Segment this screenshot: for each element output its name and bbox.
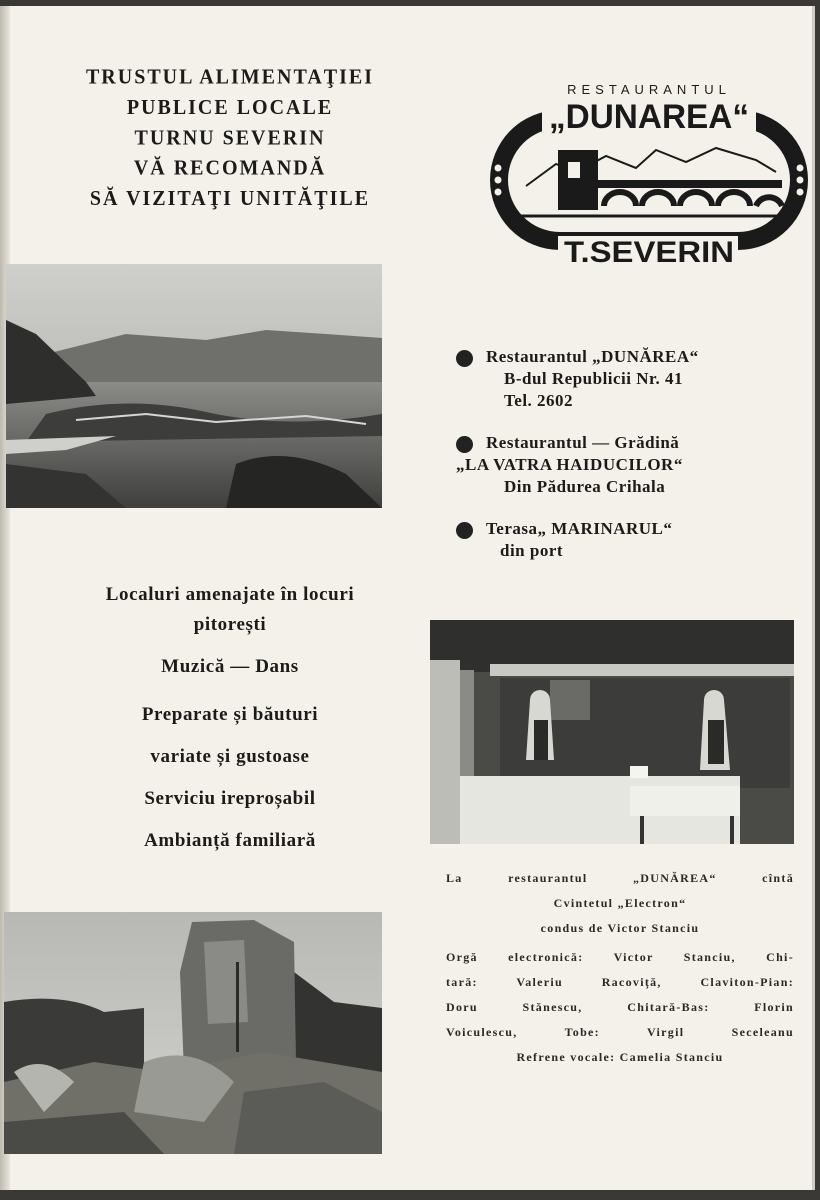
- credit-line: Cvintetul „Electron“: [553, 896, 687, 910]
- band-credits: [446, 866, 794, 1070]
- venue-location: din port: [500, 541, 564, 560]
- venue-name: „LA VATRA HAIDUCILOR“: [456, 455, 683, 474]
- fortress-ruins-photo: [4, 912, 382, 1154]
- danube-landscape-photo: [6, 264, 382, 508]
- heading-line: TURNU SEVERIN: [134, 126, 326, 150]
- bullet-icon: [456, 522, 473, 539]
- credit-line: Doru Stănescu, Chitară-Bas: Florin: [446, 1000, 794, 1014]
- credit-line: Orgă electronică: Victor Stanciu, Chi-: [446, 950, 794, 964]
- heading-line: PUBLICE LOCALE: [126, 95, 334, 120]
- features-list: [50, 580, 410, 862]
- venue-location: Din Pădurea Crihala: [504, 477, 666, 496]
- restaurant-dunarea-logo: [486, 76, 812, 266]
- feature-line: Localuri amenajate în locuri: [105, 584, 355, 605]
- heading-line: SĂ VIZITAŢI UNITĂŢILE: [89, 187, 371, 211]
- credit-line: La restaurantul „DUNĂREA“ cîntă: [446, 871, 794, 885]
- venue-item: [456, 432, 796, 498]
- feature-line: variate și gustoase: [150, 746, 310, 767]
- logo-city-text: T.SEVERIN: [564, 236, 734, 266]
- bullet-icon: [456, 436, 473, 453]
- venue-title: Terasa„ MARINARUL“: [486, 519, 673, 538]
- logo-name-text: „DUNAREA“: [549, 98, 749, 136]
- feature-line: Serviciu ireproșabil: [144, 788, 316, 809]
- credit-line: Refrene vocale: Camelia Stanciu: [516, 1050, 724, 1064]
- heading-line: VĂ RECOMANDĂ: [133, 156, 327, 180]
- restaurant-interior-photo: [430, 620, 794, 844]
- credit-line: Voiculescu, Tobe: Virgil Seceleanu: [446, 1025, 794, 1039]
- venue-phone: Tel. 2602: [504, 391, 574, 410]
- credit-line: condus de Victor Stanciu: [540, 921, 700, 935]
- logo-top-text: RESTAURANTUL: [567, 82, 731, 97]
- venue-address: B-dul Republicii Nr. 41: [504, 369, 684, 388]
- feature-line: pitorești: [193, 614, 267, 635]
- feature-line: Preparate și băuturi: [141, 704, 319, 725]
- venue-list: [456, 346, 796, 582]
- brochure-page: [0, 6, 815, 1190]
- venue-item: [456, 346, 796, 412]
- venue-title: Restaurantul „DUNĂREA“: [486, 347, 699, 366]
- trust-heading: [40, 62, 420, 214]
- venue-item: [456, 518, 796, 562]
- credit-line: tară: Valeriu Racoviță, Claviton-Pian:: [446, 975, 794, 989]
- heading-line: TRUSTUL ALIMENTAŢIEI: [85, 65, 375, 89]
- bullet-icon: [456, 350, 473, 367]
- feature-line: Ambianță familiară: [144, 830, 316, 851]
- feature-line: Muzică — Dans: [161, 656, 299, 677]
- venue-title: Restaurantul — Grădină: [486, 433, 680, 452]
